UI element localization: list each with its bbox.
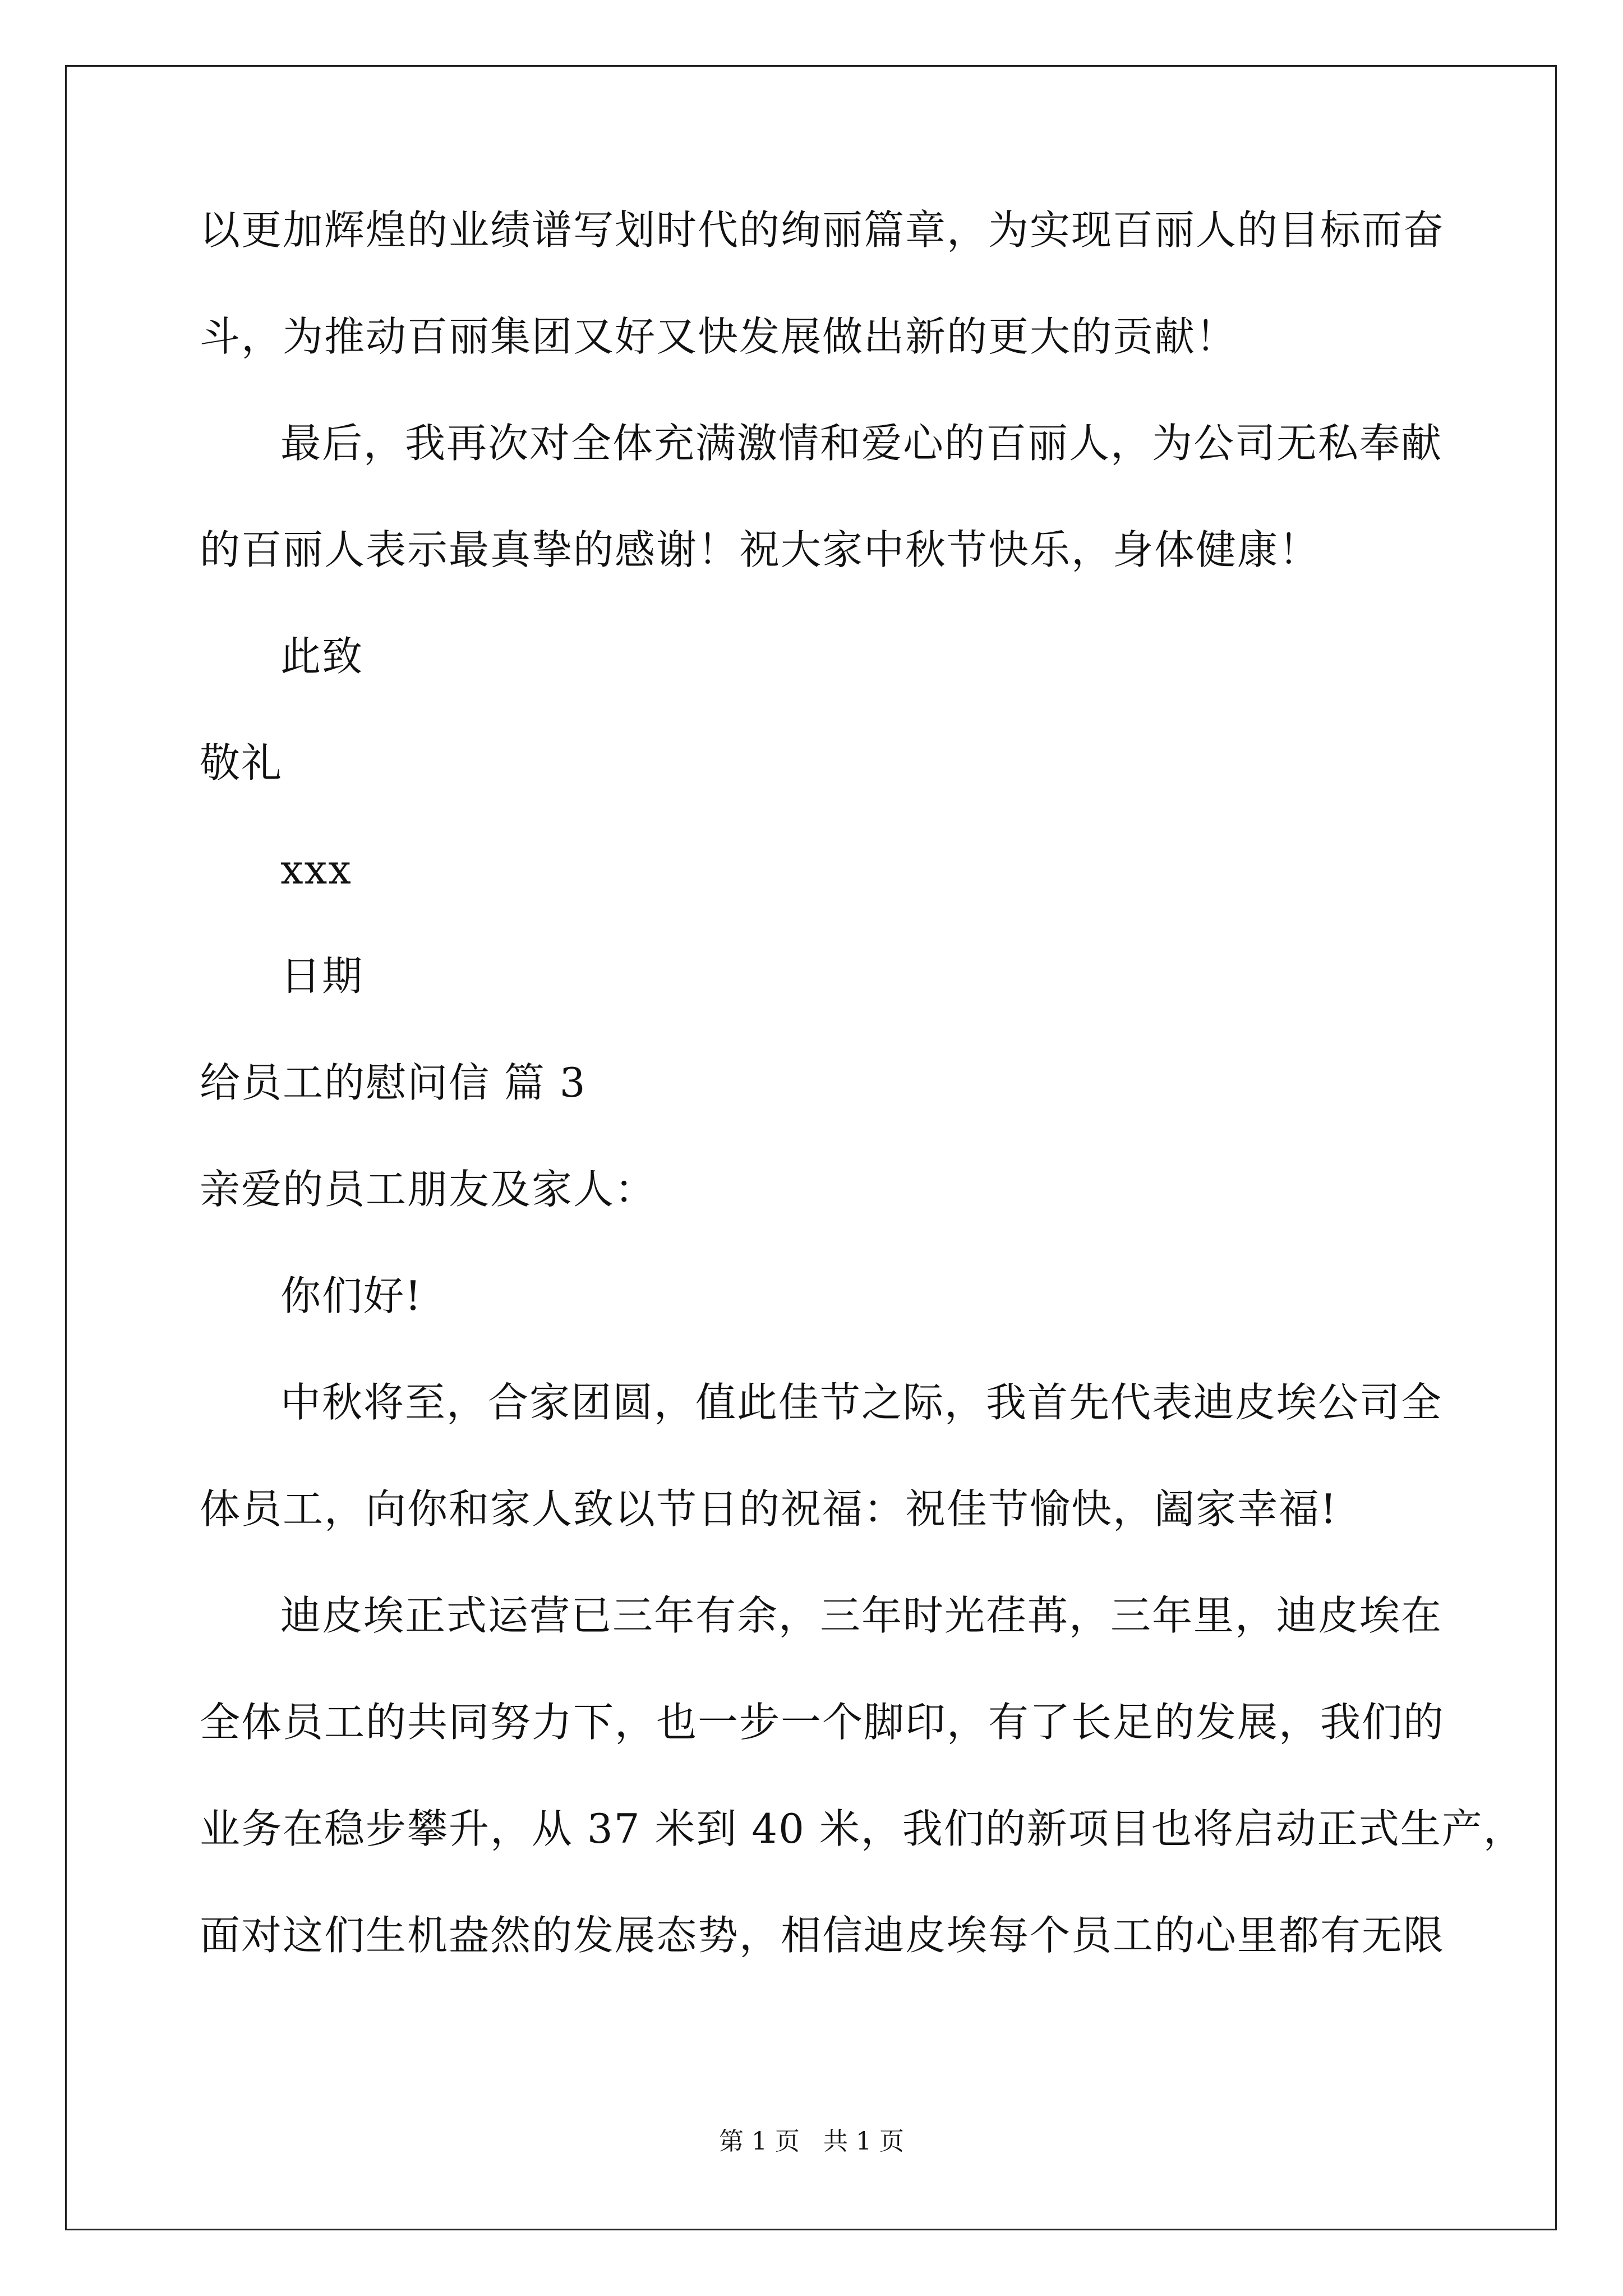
text-line: 最后，我再次对全体充满激情和爱心的百丽人，为公司无私奉献 [280,420,1443,467]
text-line: 的百丽人表示最真挚的感谢！祝大家中秋节快乐，身体健康！ [200,526,1321,573]
text-line: 全体员工的共同努力下，也一步一个脚印，有了长足的发展，我们的 [200,1699,1445,1746]
text-line: 以更加辉煌的业绩谱写划时代的绚丽篇章，为实现百丽人的目标而奋 [200,206,1445,254]
text-line: 日期 [280,953,364,1000]
text-line: 迪皮埃正式运营已三年有余，三年时光荏苒，三年里，迪皮埃在 [280,1592,1443,1639]
section-heading: 给员工的慰问信 篇 3 [200,1059,587,1106]
page-footer: 第 1 页 共 1 页 [719,2127,904,2156]
text-line: 中秋将至，合家团圆，值此佳节之际，我首先代表迪皮埃公司全 [280,1379,1443,1426]
text-line: 面对这们生机盎然的发展态势，相信迪皮埃每个员工的心里都有无限 [200,1912,1445,1959]
salutation: 亲爱的员工朋友及家人： [200,1166,657,1213]
text-line: 体员工，向你和家人致以节日的祝福：祝佳节愉快，阖家幸福! [200,1485,1338,1533]
text-line: 斗，为推动百丽集团又好又快发展做出新的更大的贡献！ [200,313,1238,360]
text-line: xxx [280,846,352,893]
text-line: 此致 [280,633,364,680]
text-line: 业务在稳步攀升，从 37 米到 40 米，我们的新项目也将启动正式生产， [200,1805,1525,1852]
page-border [65,65,1557,2230]
text-line: 敬礼 [200,739,283,786]
text-line: 你们好! [280,1272,422,1319]
